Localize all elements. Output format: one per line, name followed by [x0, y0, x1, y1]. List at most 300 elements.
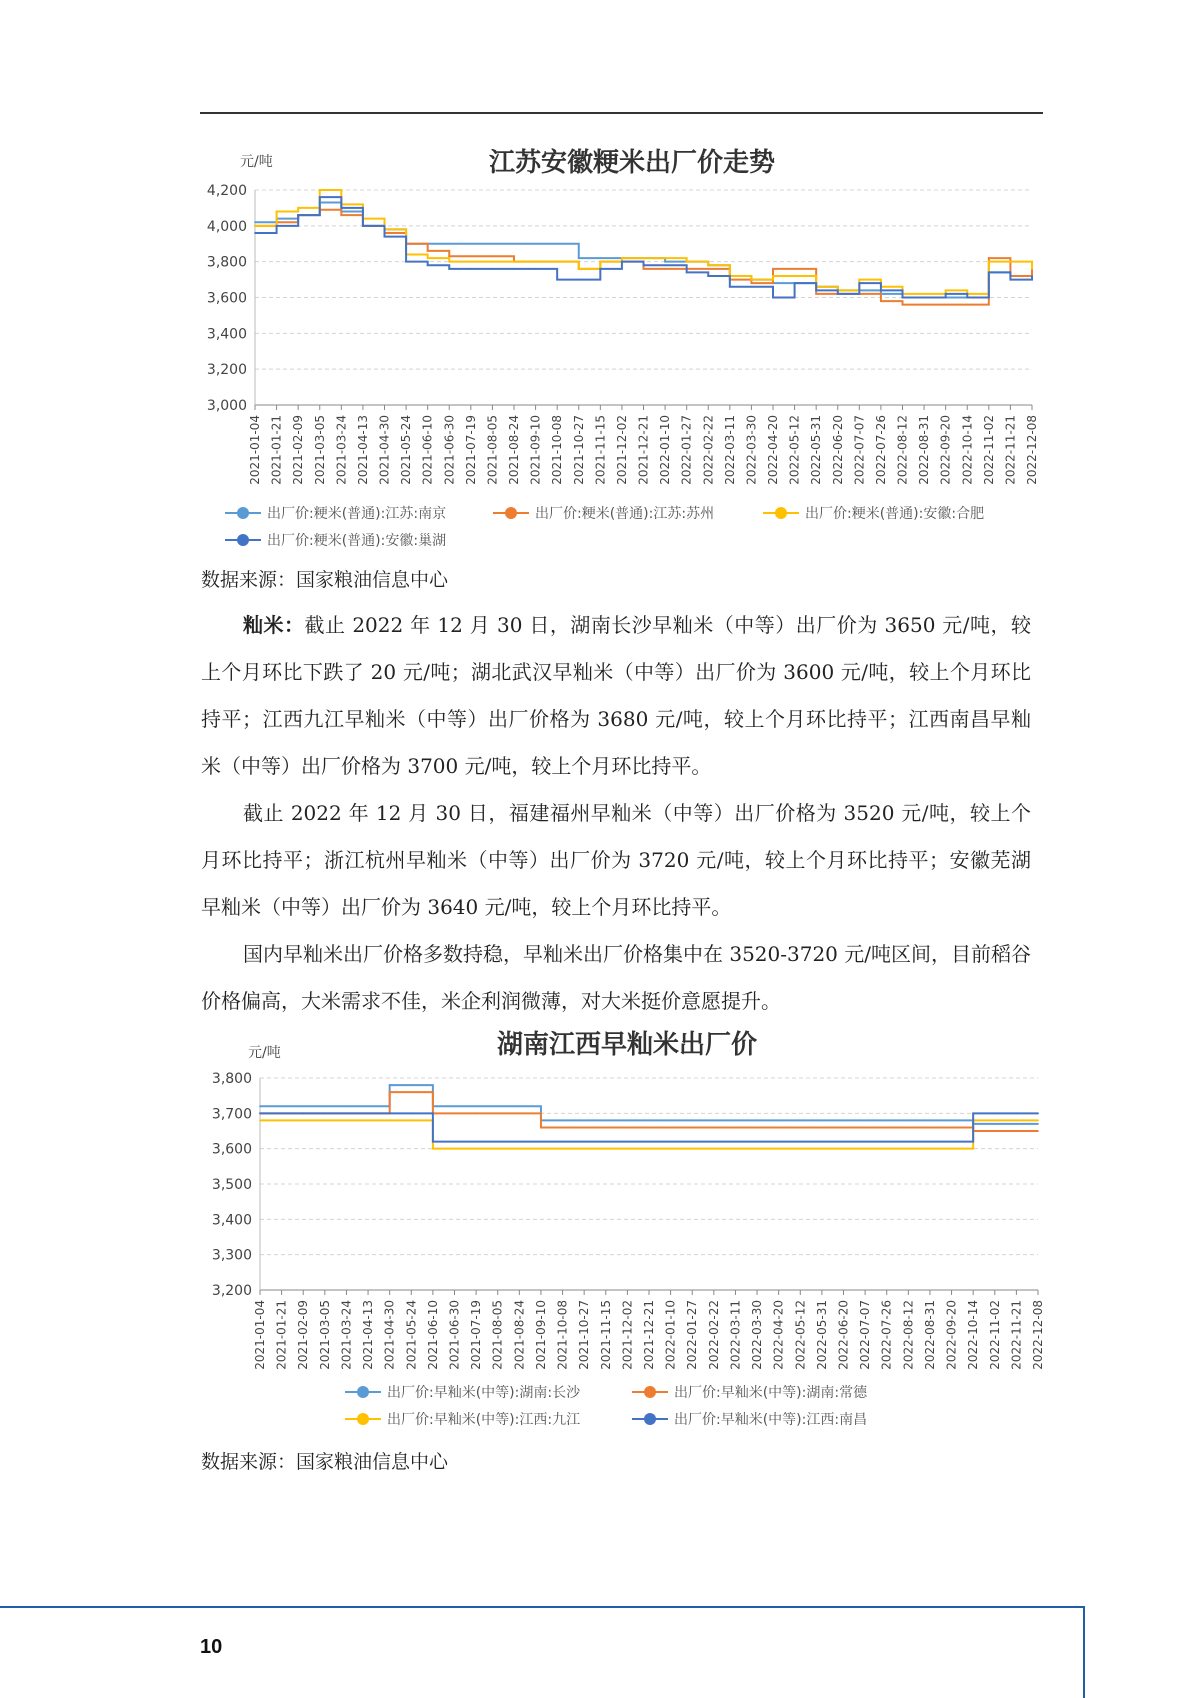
series-line-0	[260, 1085, 1038, 1124]
footer-rule	[0, 1606, 1085, 1608]
legend-item[interactable]	[225, 532, 446, 549]
data-point	[929, 1148, 931, 1150]
data-point	[945, 293, 947, 295]
x-tick-label: 2022-01-10	[663, 1300, 678, 1370]
data-point	[886, 1120, 888, 1122]
data-point	[340, 214, 342, 216]
data-point	[994, 1123, 996, 1125]
data-point	[643, 264, 645, 266]
data-point	[626, 1141, 628, 1143]
data-point	[302, 1112, 304, 1114]
x-tick-label: 2022-07-26	[873, 415, 888, 485]
data-point	[902, 297, 904, 299]
x-tick-label: 2022-05-31	[809, 415, 824, 485]
data-point	[578, 268, 580, 270]
data-point	[994, 1112, 996, 1114]
x-tick-label: 2022-11-21	[1003, 415, 1018, 485]
x-tick-label: 2021-04-30	[377, 415, 392, 485]
data-point	[562, 1127, 564, 1129]
x-tick-label: 2022-05-31	[814, 1300, 829, 1370]
paragraph-market-summary: 国内早籼米出厂价格多数持稳，早籼米出厂价格集中在 3520-3720 元/吨区间，目前稻谷价格偏高，大米需求不佳，米企利润微薄，对大米挺价意愿提升。	[201, 942, 1032, 1013]
x-tick-label: 2022-12-08	[1031, 1300, 1045, 1370]
data-point	[864, 1127, 866, 1129]
data-point	[621, 261, 623, 263]
data-point	[864, 1141, 866, 1143]
data-point	[448, 261, 450, 263]
x-tick-label: 2021-05-24	[399, 415, 414, 485]
x-tick-label: 2022-08-12	[895, 415, 910, 485]
data-point	[735, 1141, 737, 1143]
x-tick-label: 2021-08-24	[507, 415, 521, 485]
x-tick-label: 2021-10-08	[550, 415, 565, 485]
data-point	[864, 1148, 866, 1150]
data-point	[448, 243, 450, 245]
x-tick-label: 2021-09-10	[528, 415, 543, 485]
data-point	[518, 1105, 520, 1107]
data-point	[540, 1148, 542, 1150]
chart-jiangsu-anhui-japonica	[200, 138, 1050, 558]
data-point	[432, 1148, 434, 1150]
data-point	[324, 1112, 326, 1114]
x-tick-label: 2021-01-04	[248, 415, 262, 485]
data-point	[389, 1091, 391, 1093]
data-point	[988, 261, 990, 263]
data-point	[518, 1141, 520, 1143]
data-point	[643, 257, 645, 259]
data-point	[384, 236, 386, 238]
data-point	[621, 257, 623, 259]
x-tick-label: 2022-08-31	[917, 415, 932, 485]
x-tick-label: 2021-11-15	[593, 415, 608, 485]
data-point	[735, 1148, 737, 1150]
legend-item[interactable]	[632, 1384, 868, 1401]
data-point	[535, 261, 537, 263]
data-point	[778, 1141, 780, 1143]
y-tick-label: 3,800	[211, 1071, 252, 1087]
legend-item[interactable]	[225, 505, 446, 522]
data-point	[389, 1112, 391, 1114]
y-axis-label: 元/吨	[240, 154, 273, 170]
x-tick-label: 2021-02-09	[296, 1300, 311, 1370]
data-point	[297, 207, 299, 209]
data-point	[405, 261, 407, 263]
data-point	[821, 1141, 823, 1143]
data-point	[707, 275, 709, 277]
data-point	[1010, 261, 1012, 263]
footer-rule-vertical	[1083, 1606, 1085, 1698]
data-point	[670, 1120, 672, 1122]
data-point	[556, 279, 558, 281]
data-point	[864, 1120, 866, 1122]
data-point	[254, 225, 256, 227]
data-point	[794, 275, 796, 277]
data-point	[707, 268, 709, 270]
data-point	[751, 279, 753, 281]
data-point	[994, 1130, 996, 1132]
data-point	[389, 1084, 391, 1086]
legend-item[interactable]	[763, 505, 984, 522]
data-point	[972, 1112, 974, 1114]
data-point	[751, 282, 753, 284]
data-point	[648, 1127, 650, 1129]
data-point	[448, 255, 450, 257]
data-point	[448, 268, 450, 270]
data-point	[281, 1105, 283, 1107]
legend-label: 出厂价:早籼米(中等):江西:九江	[387, 1412, 581, 1428]
y-tick-label: 4,200	[206, 183, 247, 199]
data-point	[713, 1120, 715, 1122]
data-point	[794, 282, 796, 284]
y-tick-label: 3,200	[211, 1283, 252, 1299]
data-point	[951, 1120, 953, 1122]
data-point	[319, 189, 321, 191]
data-point	[821, 1148, 823, 1150]
data-point	[259, 1120, 261, 1122]
data-point	[475, 1141, 477, 1143]
x-tick-label: 2021-08-05	[490, 1300, 505, 1370]
series-line-2	[260, 1120, 1038, 1148]
data-point	[562, 1141, 564, 1143]
data-point	[583, 1141, 585, 1143]
data-point	[492, 268, 494, 270]
x-tick-label: 2022-03-30	[744, 415, 759, 485]
data-point	[643, 268, 645, 270]
chart-title: 江苏安徽粳米出厂价走势	[488, 148, 776, 178]
data-point	[1010, 279, 1012, 281]
data-point	[583, 1148, 585, 1150]
data-point	[475, 1148, 477, 1150]
chart-hunan-jiangxi-early-indica	[200, 1030, 1050, 1440]
data-source-2: 数据来源：国家粮油信息中心	[201, 1451, 449, 1473]
data-point	[907, 1141, 909, 1143]
data-point	[821, 1120, 823, 1122]
y-axis-label: 元/吨	[248, 1045, 281, 1061]
data-point	[535, 268, 537, 270]
data-point	[664, 264, 666, 266]
data-point	[772, 268, 774, 270]
data-point	[707, 264, 709, 266]
x-tick-label: 2022-03-30	[750, 1300, 765, 1370]
data-point	[799, 1148, 801, 1150]
legend-item[interactable]	[632, 1411, 867, 1428]
data-point	[562, 1148, 564, 1150]
data-point	[276, 225, 278, 227]
legend-item[interactable]	[345, 1384, 581, 1401]
data-point	[772, 297, 774, 299]
data-point	[772, 275, 774, 277]
x-tick-label: 2022-08-31	[922, 1300, 937, 1370]
data-point	[923, 293, 925, 295]
data-point	[497, 1141, 499, 1143]
data-point	[578, 257, 580, 259]
x-tick-label: 2021-04-30	[382, 1300, 397, 1370]
data-point	[778, 1120, 780, 1122]
data-point	[427, 250, 429, 252]
paragraph-lead: 籼米：	[243, 613, 305, 637]
series-line-0	[255, 203, 1032, 298]
legend-label: 出厂价:粳米(普通):江苏:苏州	[535, 506, 715, 522]
data-point	[605, 1120, 607, 1122]
data-point	[540, 1141, 542, 1143]
y-tick-label: 3,400	[206, 326, 247, 343]
data-point	[518, 1112, 520, 1114]
x-tick-label: 2022-07-07	[852, 415, 867, 485]
data-point	[470, 261, 472, 263]
x-tick-label: 2021-03-24	[334, 415, 349, 485]
data-point	[1015, 1130, 1017, 1132]
x-tick-label: 2022-06-20	[830, 415, 845, 485]
legend-item[interactable]	[345, 1411, 580, 1428]
y-tick-label: 3,400	[211, 1212, 252, 1229]
legend-label: 出厂价:粳米(普通):安徽:巢湖	[267, 533, 447, 549]
data-point	[259, 1112, 261, 1114]
paragraph-indica-rice	[201, 602, 1031, 790]
x-tick-label: 2022-01-27	[679, 415, 694, 485]
data-point	[599, 261, 601, 263]
data-point	[302, 1105, 304, 1107]
data-point	[951, 1127, 953, 1129]
x-tick-label: 2022-04-20	[771, 1300, 786, 1370]
data-point	[492, 243, 494, 245]
data-point	[756, 1127, 758, 1129]
data-point	[691, 1141, 693, 1143]
data-point	[626, 1148, 628, 1150]
y-tick-label: 3,600	[211, 1141, 252, 1158]
data-point	[713, 1148, 715, 1150]
x-tick-label: 2021-10-27	[571, 415, 586, 485]
data-point	[346, 1120, 348, 1122]
x-tick-label: 2021-06-10	[420, 415, 435, 485]
x-tick-label: 2021-04-13	[361, 1300, 376, 1370]
data-point	[729, 286, 731, 288]
x-tick-label: 2021-07-19	[469, 1300, 484, 1370]
data-point	[410, 1120, 412, 1122]
data-point	[535, 243, 537, 245]
data-point	[540, 1127, 542, 1129]
data-point	[254, 232, 256, 234]
series-line-2	[255, 190, 1032, 294]
data-point	[346, 1112, 348, 1114]
data-point	[410, 1091, 412, 1093]
data-point	[951, 1141, 953, 1143]
data-point	[951, 1148, 953, 1150]
data-point	[605, 1148, 607, 1150]
data-point	[923, 304, 925, 306]
data-point	[1031, 275, 1033, 277]
legend-marker	[505, 507, 517, 519]
data-point	[880, 300, 882, 302]
data-point	[556, 243, 558, 245]
data-point	[843, 1120, 845, 1122]
data-point	[907, 1127, 909, 1129]
data-point	[427, 264, 429, 266]
data-point	[302, 1120, 304, 1122]
data-point	[583, 1127, 585, 1129]
header-rule	[200, 112, 1043, 114]
data-point	[1037, 1130, 1039, 1132]
x-tick-label: 2022-11-02	[981, 415, 996, 485]
y-tick-label: 4,000	[206, 218, 247, 235]
data-point	[346, 1105, 348, 1107]
data-point	[713, 1127, 715, 1129]
data-point	[994, 1120, 996, 1122]
x-tick-label: 2021-05-24	[404, 1300, 419, 1370]
data-point	[556, 261, 558, 263]
data-point	[497, 1105, 499, 1107]
legend-marker	[775, 507, 787, 519]
data-point	[470, 243, 472, 245]
legend-label: 出厂价:早籼米(中等):江西:南昌	[674, 1412, 868, 1428]
y-tick-label: 3,300	[211, 1247, 252, 1264]
legend-label: 出厂价:早籼米(中等):湖南:常德	[674, 1385, 868, 1401]
data-point	[843, 1127, 845, 1129]
data-point	[756, 1148, 758, 1150]
data-point	[319, 196, 321, 198]
data-point	[686, 261, 688, 263]
data-point	[281, 1120, 283, 1122]
data-point	[362, 225, 364, 227]
x-tick-label: 2022-08-12	[901, 1300, 916, 1370]
data-point	[756, 1141, 758, 1143]
data-point	[513, 261, 515, 263]
x-tick-label: 2021-01-21	[269, 415, 284, 485]
data-point	[281, 1112, 283, 1114]
data-point	[929, 1120, 931, 1122]
data-point	[367, 1112, 369, 1114]
data-point	[815, 293, 817, 295]
x-tick-label: 2021-07-19	[463, 415, 478, 485]
data-point	[1031, 268, 1033, 270]
data-point	[1037, 1112, 1039, 1114]
y-tick-label: 3,500	[211, 1177, 252, 1193]
data-point	[432, 1141, 434, 1143]
x-tick-label: 2022-07-07	[858, 1300, 873, 1370]
legend-marker	[237, 534, 249, 546]
data-point	[794, 268, 796, 270]
data-point	[259, 1105, 261, 1107]
legend-marker	[644, 1386, 656, 1398]
series-line-1	[260, 1092, 1038, 1131]
legend-marker	[644, 1413, 656, 1425]
x-tick-label: 2022-12-08	[1025, 415, 1039, 485]
y-tick-label: 3,200	[206, 362, 247, 379]
data-source-1: 数据来源：国家粮油信息中心	[201, 569, 449, 591]
x-tick-label: 2022-02-22	[701, 415, 716, 485]
data-point	[276, 211, 278, 213]
x-tick-label: 2021-12-02	[620, 1300, 635, 1370]
data-point	[966, 304, 968, 306]
legend-marker	[357, 1413, 369, 1425]
data-point	[626, 1120, 628, 1122]
x-tick-label: 2022-09-20	[938, 415, 953, 485]
data-point	[735, 1127, 737, 1129]
x-tick-label: 2021-11-15	[598, 1300, 613, 1370]
chart-title: 湖南江西早籼米出厂价	[496, 1030, 758, 1060]
data-point	[475, 1112, 477, 1114]
x-tick-label: 2021-08-24	[512, 1300, 527, 1370]
data-point	[664, 261, 666, 263]
data-point	[475, 1105, 477, 1107]
data-point	[988, 272, 990, 274]
x-tick-label: 2021-12-21	[642, 1300, 656, 1370]
data-point	[599, 268, 601, 270]
data-point	[297, 214, 299, 216]
data-point	[886, 1127, 888, 1129]
data-point	[470, 268, 472, 270]
data-point	[254, 221, 256, 223]
x-tick-label: 2021-06-30	[442, 415, 457, 485]
paragraph-body: 截止 2022 年 12 月 30 日，湖南长沙早籼米（中等）出厂价为 3650 元/吨，较上个月环比下跌了 20 元/吨；湖北武汉早籼米（中等）出厂价为 3600 元/吨，较上个月环比持平；江西九江早籼米（中等）出厂价格为 3680 元/吨，较上个月环比持平；江西南昌早籼米（中等）出厂价格为 3700 元/吨，较上个月环比持平。	[201, 613, 1032, 778]
data-point	[735, 1120, 737, 1122]
data-point	[691, 1120, 693, 1122]
data-point	[1015, 1123, 1017, 1125]
x-tick-label: 2021-09-10	[533, 1300, 548, 1370]
data-point	[778, 1127, 780, 1129]
data-point	[751, 286, 753, 288]
x-tick-label: 2022-11-02	[987, 1300, 1002, 1370]
data-point	[492, 255, 494, 257]
data-point	[605, 1127, 607, 1129]
data-point	[670, 1127, 672, 1129]
page-number: 10	[200, 1636, 223, 1658]
data-point	[880, 289, 882, 291]
data-point	[648, 1120, 650, 1122]
data-point	[513, 268, 515, 270]
x-tick-label: 2022-10-14	[966, 1300, 981, 1370]
y-tick-label: 3,000	[206, 398, 247, 414]
legend-item[interactable]	[493, 505, 714, 522]
data-point	[929, 1127, 931, 1129]
x-tick-label: 2021-04-13	[355, 415, 370, 485]
data-point	[837, 293, 839, 295]
x-tick-label: 2022-06-20	[836, 1300, 851, 1370]
data-point	[454, 1141, 456, 1143]
data-point	[858, 282, 860, 284]
data-point	[799, 1120, 801, 1122]
data-point	[886, 1141, 888, 1143]
x-tick-label: 2022-05-12	[793, 1300, 808, 1370]
x-tick-label: 2022-03-11	[722, 415, 737, 485]
legend-marker	[357, 1386, 369, 1398]
x-tick-label: 2021-03-05	[312, 415, 327, 485]
x-tick-label: 2022-02-22	[706, 1300, 721, 1370]
data-point	[691, 1148, 693, 1150]
data-point	[686, 272, 688, 274]
data-point	[907, 1120, 909, 1122]
x-tick-label: 2021-06-30	[447, 1300, 462, 1370]
data-point	[324, 1105, 326, 1107]
data-point	[389, 1120, 391, 1122]
x-tick-label: 2021-06-10	[425, 1300, 440, 1370]
legend-marker	[237, 507, 249, 519]
data-point	[578, 279, 580, 281]
x-tick-label: 2021-12-02	[614, 415, 629, 485]
data-point	[713, 1141, 715, 1143]
data-point	[756, 1120, 758, 1122]
series-line-3	[255, 197, 1032, 297]
data-point	[518, 1148, 520, 1150]
x-tick-label: 2021-08-05	[485, 415, 500, 485]
data-point	[799, 1127, 801, 1129]
data-point	[929, 1141, 931, 1143]
data-point	[340, 207, 342, 209]
x-tick-label: 2021-02-09	[291, 415, 306, 485]
x-tick-label: 2021-10-27	[577, 1300, 592, 1370]
data-point	[843, 1148, 845, 1150]
data-point	[605, 1141, 607, 1143]
data-point	[497, 1112, 499, 1114]
data-point	[843, 1141, 845, 1143]
